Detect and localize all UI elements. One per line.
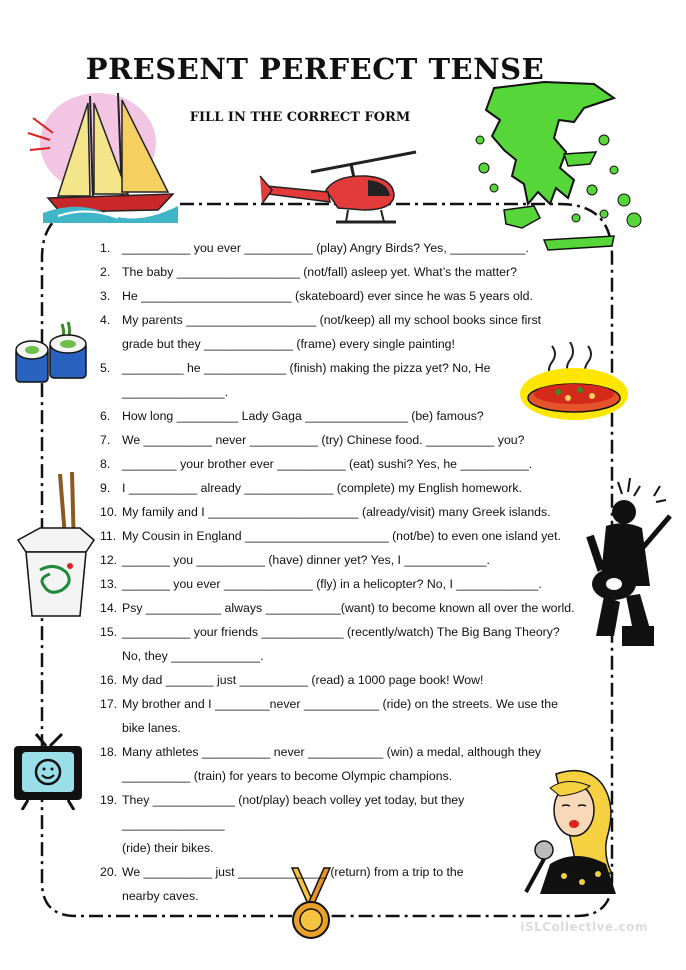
item-text: My dad _______ just __________ (read) a 1000 page book! Wow! bbox=[122, 673, 484, 687]
exercise-item bbox=[100, 596, 590, 620]
item-text: nearby caves. bbox=[122, 889, 199, 903]
item-text: We __________ just _____________ (return) from a trip to the bbox=[122, 865, 464, 879]
item-number: 17. bbox=[100, 697, 118, 711]
tv-icon bbox=[10, 732, 86, 810]
exercise-item bbox=[100, 356, 590, 404]
exercise-item bbox=[100, 236, 590, 260]
exercise-item bbox=[100, 668, 590, 692]
item-number: 12. bbox=[100, 553, 118, 567]
item-text: The baby __________________ (not/fall) asleep yet. What’s the matter? bbox=[122, 265, 517, 279]
item-text: My Cousin in England _____________________ (not/be) to even one island yet. bbox=[122, 529, 561, 543]
exercise-item bbox=[100, 284, 590, 308]
item-text: (ride) their bikes. bbox=[122, 841, 214, 855]
item-text: grade but they _____________ (frame) every single painting! bbox=[122, 337, 455, 351]
exercise-item bbox=[100, 620, 590, 668]
item-number: 13. bbox=[100, 577, 118, 591]
exercise-item bbox=[100, 788, 590, 860]
item-text: __________ your friends ____________ (recently/watch) The Big Bang Theory? bbox=[122, 625, 560, 639]
item-number: 19. bbox=[100, 793, 118, 807]
item-text: Many athletes __________ never ___________ (win) a medal, although they bbox=[122, 745, 542, 759]
item-text: How long _________ Lady Gaga _______________ (be) famous? bbox=[122, 409, 484, 423]
item-number: 6. bbox=[100, 409, 111, 423]
item-text: My parents ___________________ (not/keep) all my school books since first bbox=[122, 313, 542, 327]
item-text: ________ your brother ever __________ (eat) sushi? Yes, he __________. bbox=[122, 457, 533, 471]
sailboat-icon bbox=[18, 88, 183, 223]
item-number: 7. bbox=[100, 433, 111, 447]
item-text: My family and I ______________________ (already/visit) many Greek islands. bbox=[122, 505, 551, 519]
item-text: We __________ never __________ (try) Chinese food. __________ you? bbox=[122, 433, 525, 447]
item-text: __________ (train) for years to become Olympic champions. bbox=[122, 769, 453, 783]
item-number: 1. bbox=[100, 241, 111, 255]
item-text: _______ you __________ (have) dinner yet? Yes, I ____________. bbox=[122, 553, 490, 567]
item-text: He ______________________ (skateboard) ever since he was 5 years old. bbox=[122, 289, 533, 303]
item-number: 9. bbox=[100, 481, 111, 495]
item-number: 15. bbox=[100, 625, 118, 639]
exercise-item bbox=[100, 404, 590, 428]
exercise-item bbox=[100, 308, 590, 356]
takeout-box-icon bbox=[10, 470, 100, 620]
item-number: 4. bbox=[100, 313, 111, 327]
exercise-item bbox=[100, 692, 590, 740]
item-number: 5. bbox=[100, 361, 111, 375]
exercise-item bbox=[100, 452, 590, 476]
item-number: 18. bbox=[100, 745, 118, 759]
item-text: I __________ already _____________ (complete) my English homework. bbox=[122, 481, 522, 495]
item-number: 10. bbox=[100, 505, 118, 519]
exercise-item bbox=[100, 428, 590, 452]
item-text: No, they _____________. bbox=[122, 649, 264, 663]
item-number: 2. bbox=[100, 265, 111, 279]
item-number: 16. bbox=[100, 673, 118, 687]
exercise-item bbox=[100, 740, 590, 788]
exercise-item bbox=[100, 500, 590, 524]
helicopter-icon bbox=[256, 150, 421, 228]
item-text: bike lanes. bbox=[122, 721, 181, 735]
item-text: They ____________ (not/play) beach volley yet today, but they bbox=[122, 793, 465, 807]
page-subtitle: FILL IN THE CORRECT FORM bbox=[189, 110, 411, 125]
item-number: 3. bbox=[100, 289, 111, 303]
item-text: Psy ___________ always ___________(want) to become known all over the world. bbox=[122, 601, 575, 615]
exercise-item bbox=[100, 476, 590, 500]
item-text: _______________. bbox=[122, 385, 229, 399]
sushi-icon bbox=[14, 318, 94, 388]
item-text: __________ you ever __________ (play) Angry Birds? Yes, ___________. bbox=[122, 241, 529, 255]
exercise-list bbox=[100, 236, 590, 908]
exercise-item bbox=[100, 548, 590, 572]
page-title: PRESENT PERFECT TENSE bbox=[85, 52, 545, 86]
item-number: 11. bbox=[100, 529, 117, 543]
item-number: 8. bbox=[100, 457, 111, 471]
exercise-item bbox=[100, 524, 590, 548]
item-text: My brother and I ________never ___________ (ride) on the streets. We use the bbox=[122, 697, 558, 711]
item-number: 20. bbox=[100, 865, 118, 879]
exercise-item bbox=[100, 572, 590, 596]
item-text: _________ he ____________ (finish) making the pizza yet? No, He bbox=[122, 361, 491, 375]
watermark: iSLCollective.com bbox=[520, 920, 648, 934]
greece-map-icon bbox=[464, 80, 650, 255]
exercise-item bbox=[100, 260, 590, 284]
item-text: _______ you ever _____________ (fly) in a helicopter? No, I ____________. bbox=[122, 577, 542, 591]
item-number: 14. bbox=[100, 601, 118, 615]
item-text: _______________ bbox=[122, 817, 225, 831]
exercise-item bbox=[100, 860, 590, 908]
